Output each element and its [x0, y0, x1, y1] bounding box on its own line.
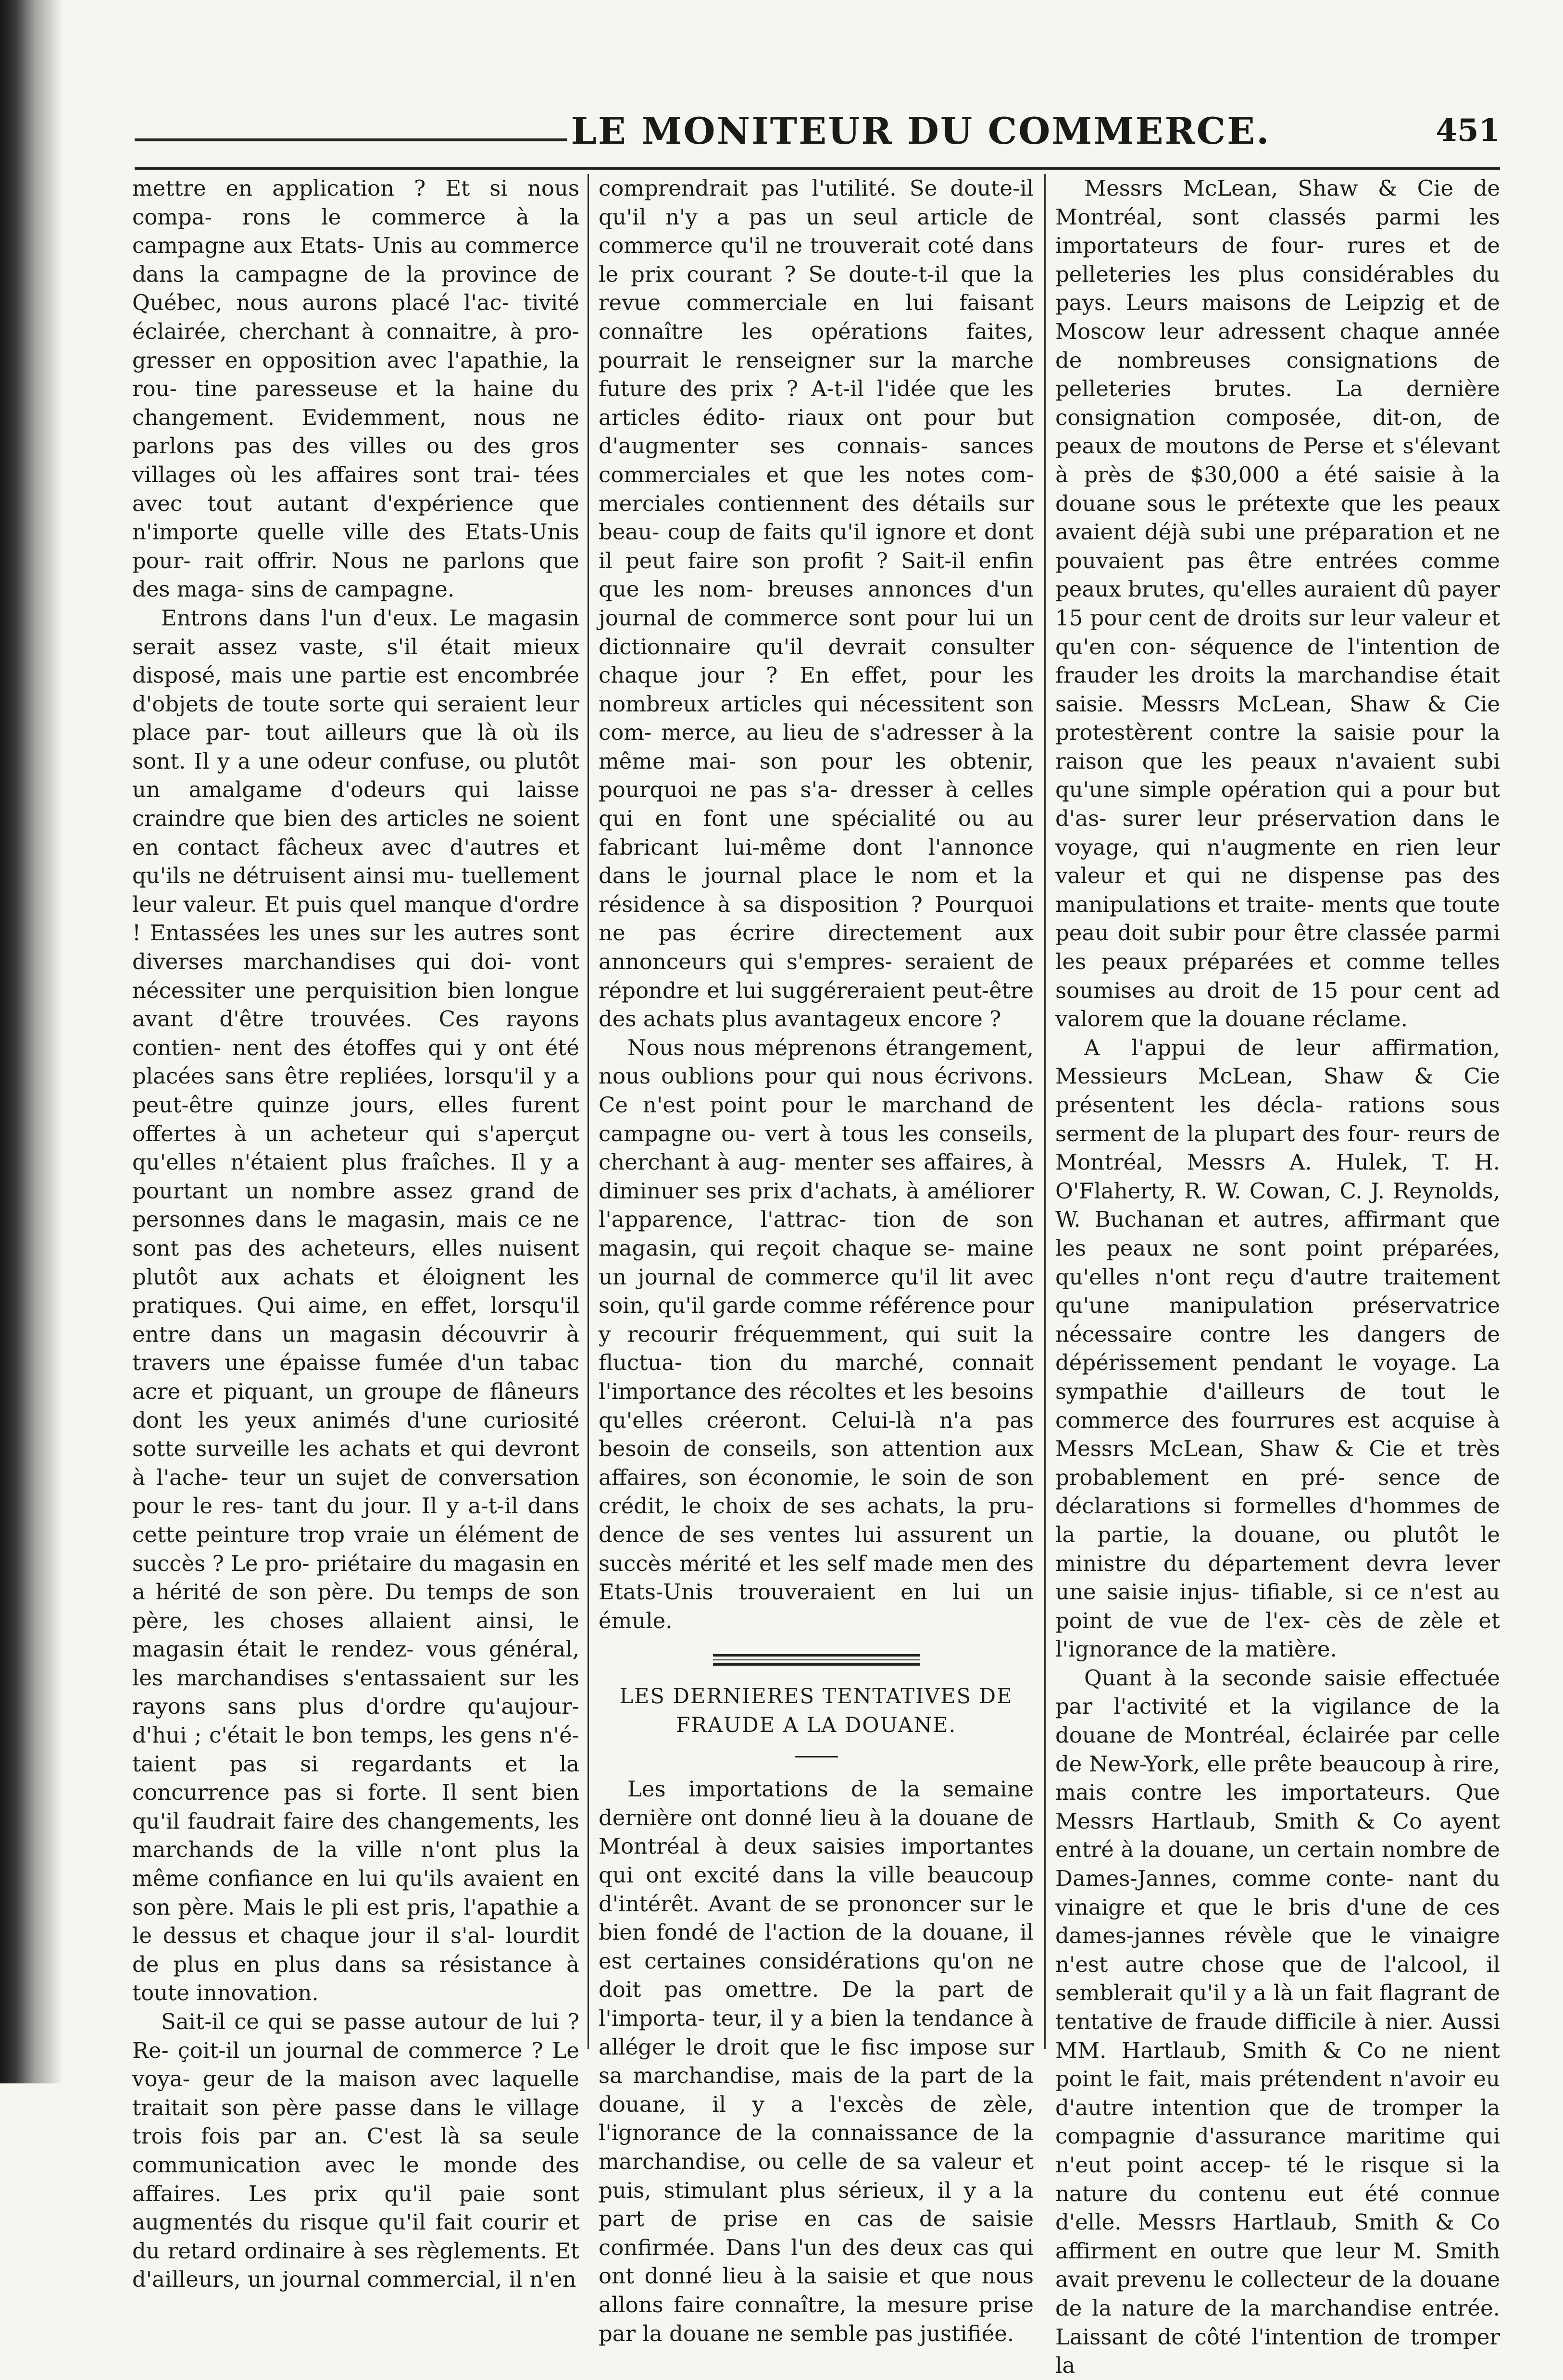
- paragraph: Les importations de la semaine dernière ont donné lieu à la douane de Montréal à deux saisies importantes qui ont excité dans la ville beaucoup d'intérêt. Avant de se prononcer sur le bien fondé de l'action de la douane, il est certaines considérations qu'on ne doit pas omettre. De la part de l'importa- teur, il y a bien la tendance à alléger le droit que le fisc impose sur sa marchandise, mais de la part de la douane, il y a l'excès de zèle, l'ignorance de la connaissance de la marchandise, ou celle de sa valeur et puis, stimulant plus sérieux, il y a la part de prise en cas de saisie confirmée. Dans l'un des deux cas qui ont donné lieu à la saisie et que nous allons faire connaître, la mesure prise par la douane ne semble pas justifiée.: [599, 1776, 1034, 2346]
- header-rule: [135, 167, 1500, 170]
- column-divider: [588, 174, 589, 2049]
- header-rule-left: [135, 138, 567, 141]
- paragraph: comprendrait pas l'utilité. Se doute-il qu'il n'y a pas un seul article de commerce qu'il ne trouverait coté dans le prix courant ? Se doute-t-il que la revue commerciale en lui faisant connaître les opérations faites, pourrait le renseigner sur la marche future des prix ? A-t-il l'idée que les articles édito- riaux ont pour but d'augmenter ses connais- sances commerciales et que les notes com- merciales contiennent des détails sur beau- coup de faits qu'il ignore et dont il peut faire son profit ? Sait-il enfin que les nom- breuses annonces d'un journal de commerce sont pour lui un dictionnaire qu'il devrait consulter chaque jour ? En effet, pour les nombreux articles qui nécessitent son com- merce, au lieu de s'adresser à la même mai- son pour les obtenir, pourquoi ne pas s'a- dresser à celles qui en font une spécialité ou au fabricant lui-même dont l'annonce dans le journal place le nom et la résidence à sa disposition ? Pourquoi ne pas écrire directement aux annonceurs qui s'empres- seraient de répondre et lui suggéreraient peut-être des achats plus avantageux encore ?: [599, 175, 1034, 1032]
- paragraph: A l'appui de leur affirmation, Messieurs McLean, Shaw & Cie présentent les décla- rations sous serment de la plupart des four- reurs de Montréal, Messrs A. Hulek, T. H. O'Flaherty, R. W. Cowan, C. J. Reynolds, W. Buchanan et autres, affirmant que les peaux ne sont point préparées, qu'elles n'ont reçu d'autre traitement qu'une manipulation préservatrice nécessaire contre les dangers de dépérissement pendant le voyage. La sympathie d'ailleurs de tout le commerce des fourrures est acquise à Messrs McLean, Shaw & Cie et très probablement en pré- sence de déclarations si formelles d'hommes de la partie, la douane, ou plutôt le ministre du département devra lever une saisie injus- tifiable, si ce n'est au point de vue de l'ex- cès de zèle et l'ignorance de la matière.: [1055, 1034, 1500, 1662]
- paragraph: Messrs McLean, Shaw & Cie de Montréal, sont classés parmi les importateurs de four- rures et de pelleteries les plus considérables du pays. Leurs maisons de Leipzig et de Moscow leur adressent chaque année de nombreuses consignations de pelleteries brutes. La dernière consignation composée, dit-on, de peaux de moutons de Perse et s'élevant à près de $30,000 a été saisie à la douane sous le prétexte que les peaux avaient déjà subi une préparation et ne pouvaient pas être entrées comme peaux brutes, qu'elles auraient dû payer 15 pour cent de droits sur leur valeur et qu'en con- séquence de l'intention de frauder les droits la marchandise était saisie. Messrs McLean, Shaw & Cie protestèrent contre la saisie pour la raison que les peaux n'avaient subi qu'une simple opération qui a pour but d'as- surer leur préservation dans le voyage, qui n'augmente en rien leur valeur et qui ne dispense pas des manipulations et traite- ments que toute peau doit subir pour être classée parmi les peaux préparées et comme telles soumises au droit de 15 pour cent ad valorem que la douane réclame.: [1055, 175, 1500, 1032]
- scan-shadow-edge: [0, 0, 63, 2083]
- column-divider: [1044, 174, 1046, 2049]
- paragraph: Sait-il ce qui se passe autour de lui ? Re- çoit-il un journal de commerce ? Le voya- geur de la maison avec laquelle traitait son père passe dans le village trois fois par an. C'est là sa seule communication avec le monde des affaires. Les prix qu'il paie sont augmentés du risque qu'il fait courir et du retard ordinaire à ses règlements. Et d'ailleurs, un journal commercial, il n'en: [132, 2009, 579, 2293]
- newspaper-title: LE MONITEUR DU COMMERCE.: [571, 110, 1271, 152]
- article-title: LES DERNIERES TENTATIVES DE FRAUDE A LA DOUANE.: [619, 1684, 1013, 1738]
- column-1: [132, 174, 579, 2293]
- paragraph: Quant à la seconde saisie effectuée par l'activité et la vigilance de la douane de Montréal, éclairée par celle de New-York, elle prête beaucoup à rire, mais contre les importateurs. Que Messrs Hartlaub, Smith & Co ayent entré à la douane, un certain nombre de Dames-Jannes, comme conte- nant du vinaigre et que le bris d'une de ces dames-jannes révèle que le vinaigre n'est autre chose que de l'alcool, il semblerait qu'il y a là un fait flagrant de tentative de fraude difficile à nier. Aussi MM. Hartlaub, Smith & Co ne nient point le fait, mais prétendent n'avoir eu d'autre intention que de tromper la compagnie d'assurance maritime qui n'eut point accep- té le risque si la nature du contenu eut été connue d'elle. Messrs Hartlaub, Smith & Co affirment en outre que leur M. Smith avait prevenu le collecteur de la douane de la nature de la marchandise entrée. Laissant de côté l'intention de tromper la: [1055, 1665, 1500, 2379]
- column-3: [1055, 174, 1500, 2379]
- paragraph: Entrons dans l'un d'eux. Le magasin serait assez vaste, s'il était mieux disposé, mais une partie est encombrée d'objets de toute sorte qui seraient leur place par- tout ailleurs que là où ils sont. Il y a une odeur confuse, ou plutôt un amalgame d'odeurs qui laisse craindre que bien des articles ne soient en contact fâcheux avec d'autres et qu'ils ne détruisent ainsi mu- tuellement leur valeur. Et puis quel manque d'ordre ! Entassées les unes sur les autres sont diverses marchandises qui doi- vont nécessiter une perquisition bien longue avant d'être trouvées. Ces rayons contien- nent des étoffes qui y ont été placées sans être repliées, lorsqu'il y a peut-être quinze jours, elles furent offertes à un acheteur qui s'aperçut qu'elles n'étaient plus fraîches. Il y a pourtant un nombre assez grand de personnes dans le magasin, mais ce ne sont pas des acheteurs, elles nuisent plutôt aux achats et éloignent les pratiques. Qui aime, en effet, lorsqu'il entre dans un magasin découvrir à travers une épaisse fumée d'un tabac acre et piquant, un groupe de flâneurs dont les yeux animés d'une curiosité sotte surveille les achats et qui devront à l'ache- teur un sujet de conversation pour le res- tant du jour. Il y a-t-il dans cette peinture trop vraie un élément de succès ? Le pro- priétaire du magasin en a hérité de son père. Du temps de son père, les choses allaient ainsi, le magasin était le rendez- vous général, les marchandises s'entassaient sur les rayons sans plus d'ordre qu'aujour- d'hui ; c'était le bon temps, les gens n'é- taient pas si regardants et la concurrence pas si forte. Il sent bien qu'il faudrait faire des changements, les marchands de la ville n'ont plus la même confiance en lui qu'ils avaient en son père. Mais le pli est pris, l'apathie a le dessus et chaque jour il s'al- lourdit de plus en plus dans sa résistance à toute innovation.: [132, 605, 579, 2006]
- running-head: [135, 110, 1500, 167]
- page-number: 451: [1436, 112, 1500, 149]
- section-ornament: [713, 1654, 920, 1666]
- paragraph: Nous nous méprenons étrangement, nous oublions pour qui nous écrivons. Ce n'est point pour le marchand de campagne ou- vert à tous les conseils, cherchant à aug- menter ses affaires, à diminuer ses prix d'achats, à améliorer l'apparence, l'attrac- tion de son magasin, qui reçoit chaque se- maine un journal de commerce qu'il lit avec soin, qu'il garde comme référence pour y recourir fréquemment, qui suit la fluctua- tion du marché, connait l'importance des récoltes et les besoins qu'elles créeront. Celui-là n'a pas besoin de conseils, son attention aux affaires, son économie, le soin de son crédit, le choix de ses achats, la pru- dence de ses ventes lui assurent un succès mérité et les self made men des Etats-Unis trouveraient en lui un émule.: [599, 1034, 1034, 1633]
- title-short-rule: [795, 1756, 838, 1757]
- column-2: [599, 174, 1034, 2346]
- paragraph: mettre en application ? Et si nous compa- rons le commerce à la campagne aux Etats- Unis au commerce dans la campagne de la province de Québec, nous aurons placé l'ac- tivité éclairée, cherchant à connaitre, à pro- gresser en opposition avec l'apathie, la rou- tine paresseuse et la haine du changement. Evidemment, nous ne parlons pas des villes ou des gros villages où les affaires sont trai- tées avec tout autant d'expérience que n'importe quelle ville des Etats-Unis pour- rait offrir. Nous ne parlons que des maga- sins de campagne.: [132, 175, 579, 602]
